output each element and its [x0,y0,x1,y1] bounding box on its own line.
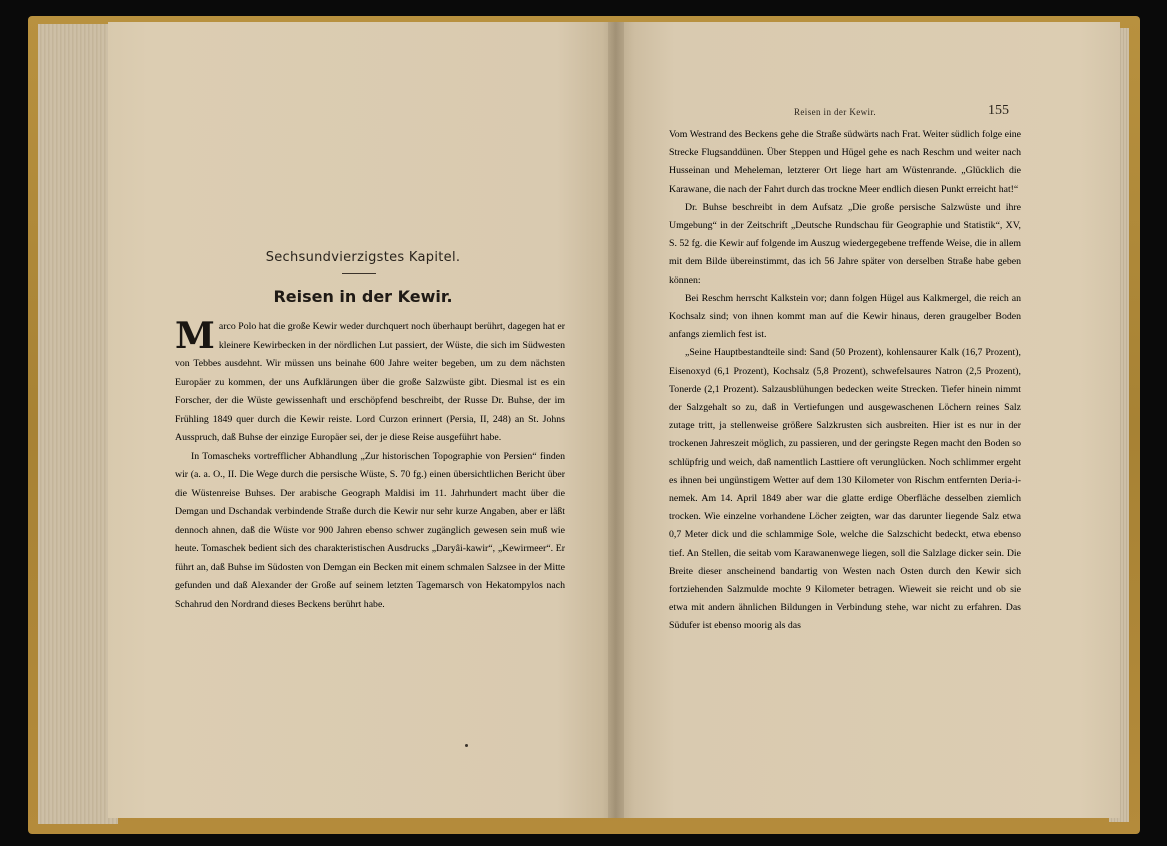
running-head: Reisen in der Kewir. [794,107,876,117]
right-page-body [669,126,1021,636]
paragraph-1 [175,315,565,448]
paragraph-1-text: arco Polo hat die große Kewir weder durchquert noch überhaupt berührt, dagegen hat er kleinere Kewirbecken in der nördlichen Lut passiert, der Wüste, die sich im Südwesten von Tebbes ausdehnt. Wir müssen uns beinahe 600 Jahre weiter begeben, um zu dem nächsten Europäer zu kommen, der uns Aufklärungen über die große Salzwüste gibt. Diesmal ist es ein Forscher, der die Wüste gewissenhaft und erschöpfend beschreibt, der Russe Dr. Buhse, der im Frühling 1849 quer durch die Kewir reiste. Lord Curzon erinnert (Persia, II, 248) an St. Johns Ausspruch, daß Buhse der einzige Europäer sei, der je diese Reise ausgeführt habe. [175,321,565,443]
paragraph-r2: Dr. Buhse beschreibt in dem Aufsatz „Die große persische Salzwüste und ihre Umgebung“ in der Zeitschrift „Deutsche Rundschau für Geographie und Statistik“, XV, S. 52 fg. die Kewir auf folgende im Auszug wiedergegebene treffende Weise, die in allem mit dem Bilde übereinstimmt, das ich 56 Jahre später von derselben Straße habe geben können: [669,201,1021,286]
paragraph-r1: Vom Westrand des Beckens gehe die Straße südwärts nach Frat. Weiter südlich folge eine Strecke Flugsanddünen. Über Steppen und Hügel gehe es nach Reschm und weiter nach Husseinan und Meheleman, letzterer Ort liege hart am Wüstenrande. „Glücklich die Karawane, die nach der Fahrt durch das trockne Meer endlich diesen Punkt erreicht hat!“ [669,129,1021,195]
paragraph-r3: Bei Reschm herrscht Kalkstein vor; dann folgen Hügel aus Kalkmergel, die reich an Kochsalz sind; von ihnen kommt man auf die Kewir hinaus, deren graugelber Boden anfangs ziemlich fest ist. [669,292,1021,341]
page-number: 155 [988,103,1009,118]
paragraph-r4: „Seine Hauptbestandteile sind: Sand (50 Prozent), kohlensaurer Kalk (16,7 Prozent), Eisenoxyd (6,1 Prozent), Kochsalz (5,8 Prozent), schwefelsaures Natron (2,5 Prozent), Tonerde (2,1 Prozent). Salzausblühungen bedecken weite Strecken. Tiefer hinein nimmt der Salzgehalt so zu, daß in Vertiefungen und ausgewaschenen Löchern reines Salz zutage tritt, ja stellenweise größere Salzkrusten sich ausbreiten. Hier ist es nur in der trockenen Jahreszeit möglich, zu passieren, und der geringste Regen macht den Boden so schlüpfrig und weich, daß namentlich Lasttiere oft verunglücken. Noch schlimmer ergeht es ihnen bei ungünstigem Wetter auf dem 130 Kilometer von Rischm entfernten Deria-i-nemek. Am 14. April 1849 aber war die glatte erdige Oberfläche desselben ziemlich trocken. Wie einzelne vorhandene Löcher zeigten, war das darunter liegende Salz etwa 0,7 Meter dick und die schlammige Sole, welche die Salzschicht bedeckt, etwa ebenso tief. An Stellen, die seitab vom Karawanenwege liegen, soll die Salzlage dicker sein. Die Breite dieser anscheinend bandartig von Westen nach Osten durch den Kewir sich fortziehenden Salzmulde mochte 9 Kilometer betragen. Wieweit sie reicht und ob sie etwa mit andern ähnlichen Bildungen in Verbindung stehe, war nicht zu erfahren. Das Südufer ist ebenso moorig als das [669,347,1021,632]
chapter-divider [342,273,376,274]
page-edges-left [38,24,118,824]
left-page-body [175,315,565,614]
chapter-label: Sechsundvierzigstes Kapitel. [265,250,461,265]
chapter-title: Reisen in der Kewir. [273,287,453,306]
drop-cap: M [175,315,215,357]
signature-mark [465,744,468,747]
book-gutter [608,22,624,818]
paragraph-2: In Tomascheks vortrefflicher Abhandlung „Zur historischen Topographie von Persien“ finden wir (a. a. O., II. Die Wege durch die persische Wüste, S. 70 fg.) einen übersichtlichen Bericht über die Wüstenreise Buhses. Der arabische Geograph Maldisi im 11. Jahrhundert macht über die Demgan und Dschandak verbindende Straße durch die Kewir nur sehr kurze Angaben, aber er läßt dennoch ahnen, daß die Wüste vor 900 Jahren ebenso schwer zugänglich gewesen sein muß wie heute. Tomaschek bedient sich des charakteristischen Ausdrucks „Daryâi-kawir“, „Kewirmeer“. Er führt an, daß Buhse im Südosten von Demgan ein Becken mit einem schmalen Salzsee in der Mitte gefunden und daß Alexander der Große auf seinem letzten Tagemarsch von Hekatompylos nach Schahrud den Nordrand dieses Beckens berührt habe. [175,450,565,610]
